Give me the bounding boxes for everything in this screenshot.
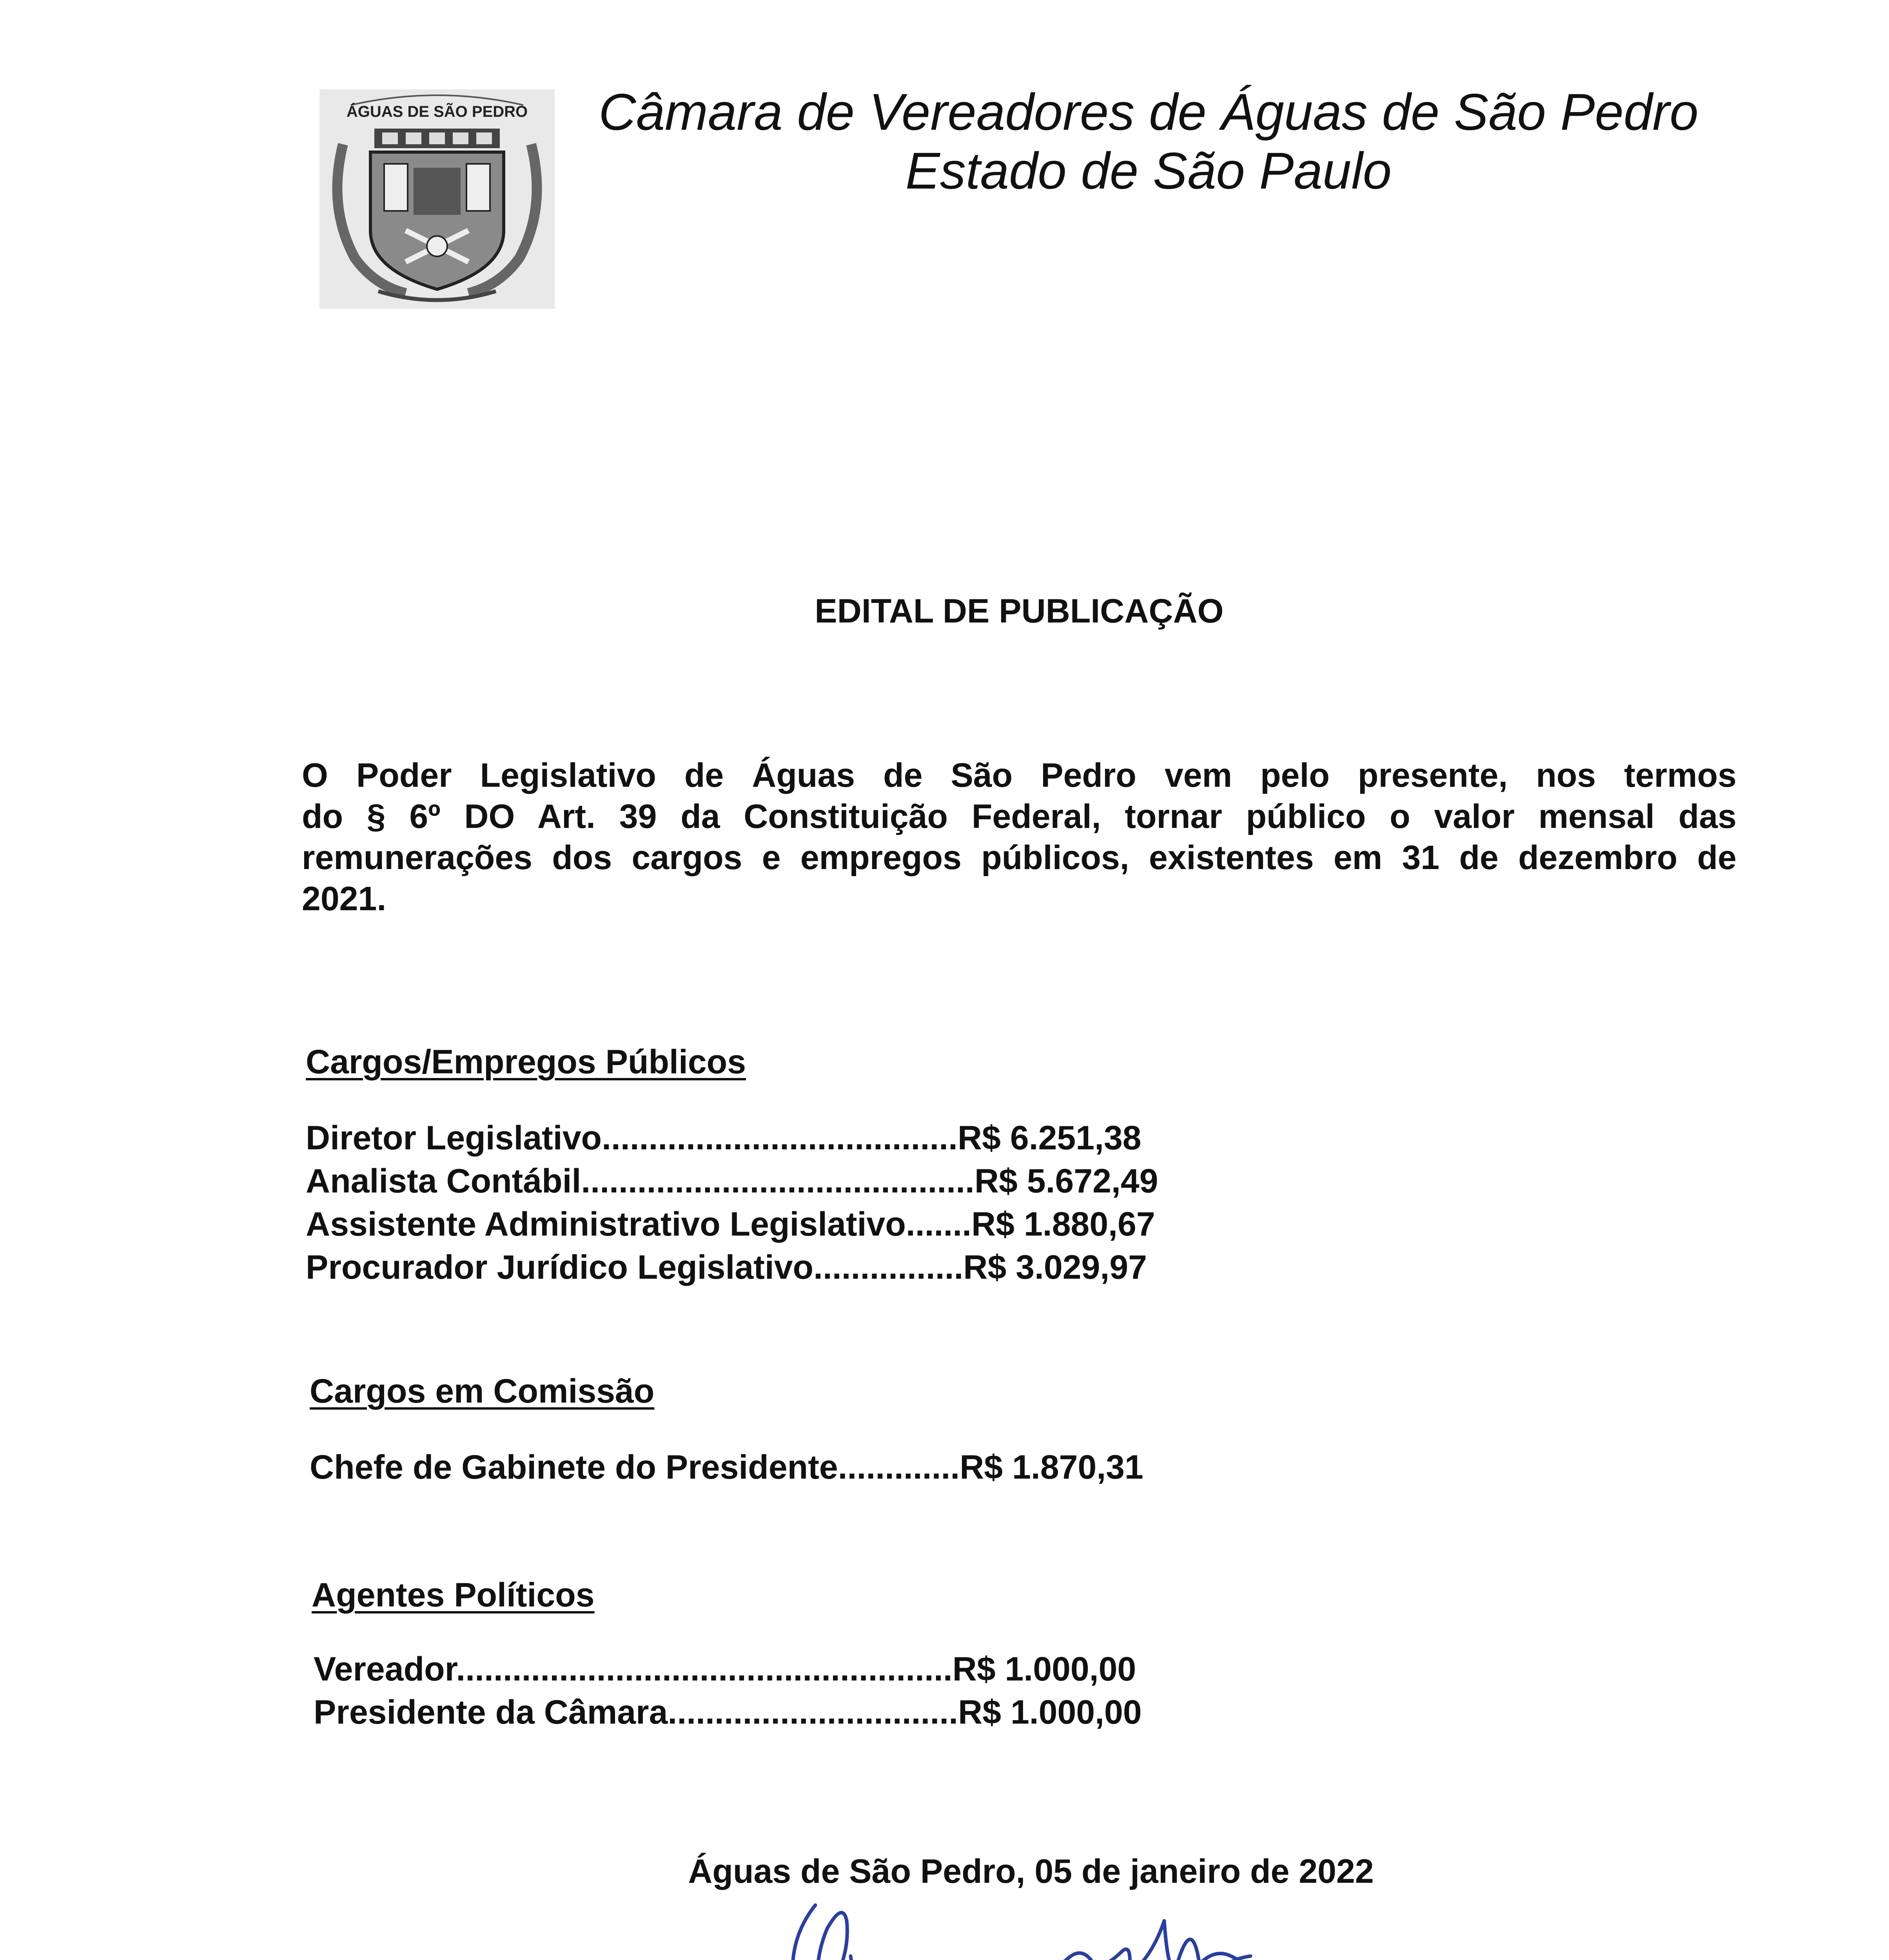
salary-row bbox=[306, 1250, 1147, 1284]
role-label: Diretor Legislativo bbox=[306, 1119, 602, 1157]
dot-leader: ............................... bbox=[668, 1693, 958, 1731]
salary-row bbox=[314, 1652, 1136, 1686]
role-label: Procurador Jurídico Legislativo bbox=[306, 1249, 814, 1286]
salary-row bbox=[306, 1164, 1158, 1198]
institution-name: Câmara de Vereadores de Águas de São Pedro bbox=[599, 83, 1698, 141]
paragraph-line-4: 2021. bbox=[302, 880, 387, 918]
section-heading-commission-positions: Cargos em Comissão bbox=[310, 1372, 655, 1410]
document-title: EDITAL DE PUBLICAÇÃO bbox=[815, 592, 1224, 630]
section-heading-political-agents: Agentes Políticos bbox=[312, 1576, 595, 1614]
dot-leader: .......................................... bbox=[581, 1162, 974, 1200]
salary-row bbox=[306, 1121, 1141, 1155]
role-label: Assistente Administrativo Legislativo bbox=[306, 1205, 906, 1243]
role-label: Chefe de Gabinete do Presidente bbox=[310, 1448, 838, 1486]
dot-leader: ....... bbox=[905, 1205, 972, 1243]
dot-leader: ................ bbox=[813, 1249, 964, 1286]
svg-text:ÁGUAS DE SÃO PEDRO: ÁGUAS DE SÃO PEDRO bbox=[346, 103, 528, 120]
salary-amount: R$ 5.672,49 bbox=[974, 1162, 1158, 1200]
salary-amount: R$ 1.880,67 bbox=[971, 1205, 1155, 1243]
paragraph-line-3: remunerações dos cargos e empregos públicos, existentes em 31 de dezembro de bbox=[302, 839, 1737, 877]
salary-amount: R$ 1.000,00 bbox=[952, 1650, 1136, 1688]
role-label: Vereador bbox=[314, 1650, 456, 1688]
handwritten-signature bbox=[768, 1897, 1329, 1960]
salary-amount: R$ 6.251,38 bbox=[958, 1119, 1141, 1157]
paragraph-line-1: O Poder Legislativo de Águas de São Pedro vem pelo presente, nos termos bbox=[302, 757, 1737, 794]
salary-amount: R$ 3.029,97 bbox=[963, 1249, 1147, 1286]
salary-row bbox=[306, 1207, 1155, 1241]
dot-leader: ..................................................... bbox=[456, 1650, 953, 1688]
salary-amount: R$ 1.870,31 bbox=[960, 1448, 1143, 1486]
role-label: Analista Contábil bbox=[306, 1162, 581, 1200]
role-label: Presidente da Câmara bbox=[314, 1693, 668, 1731]
salary-amount: R$ 1.000,00 bbox=[958, 1693, 1142, 1731]
dot-leader: ............. bbox=[838, 1448, 960, 1486]
section-heading-public-positions: Cargos/Empregos Públicos bbox=[306, 1043, 746, 1081]
institution-state: Estado de São Paulo bbox=[905, 142, 1392, 200]
dot-leader: ...................................... bbox=[602, 1119, 958, 1157]
salary-row bbox=[314, 1695, 1142, 1729]
salary-row bbox=[310, 1450, 1143, 1484]
coat-of-arms-logo bbox=[319, 89, 555, 309]
paragraph-line-2: do § 6º DO Art. 39 da Constituição Federal, tornar público o valor mensal das bbox=[302, 798, 1737, 835]
place-and-date: Águas de São Pedro, 05 de janeiro de 2022 bbox=[688, 1853, 1374, 1890]
